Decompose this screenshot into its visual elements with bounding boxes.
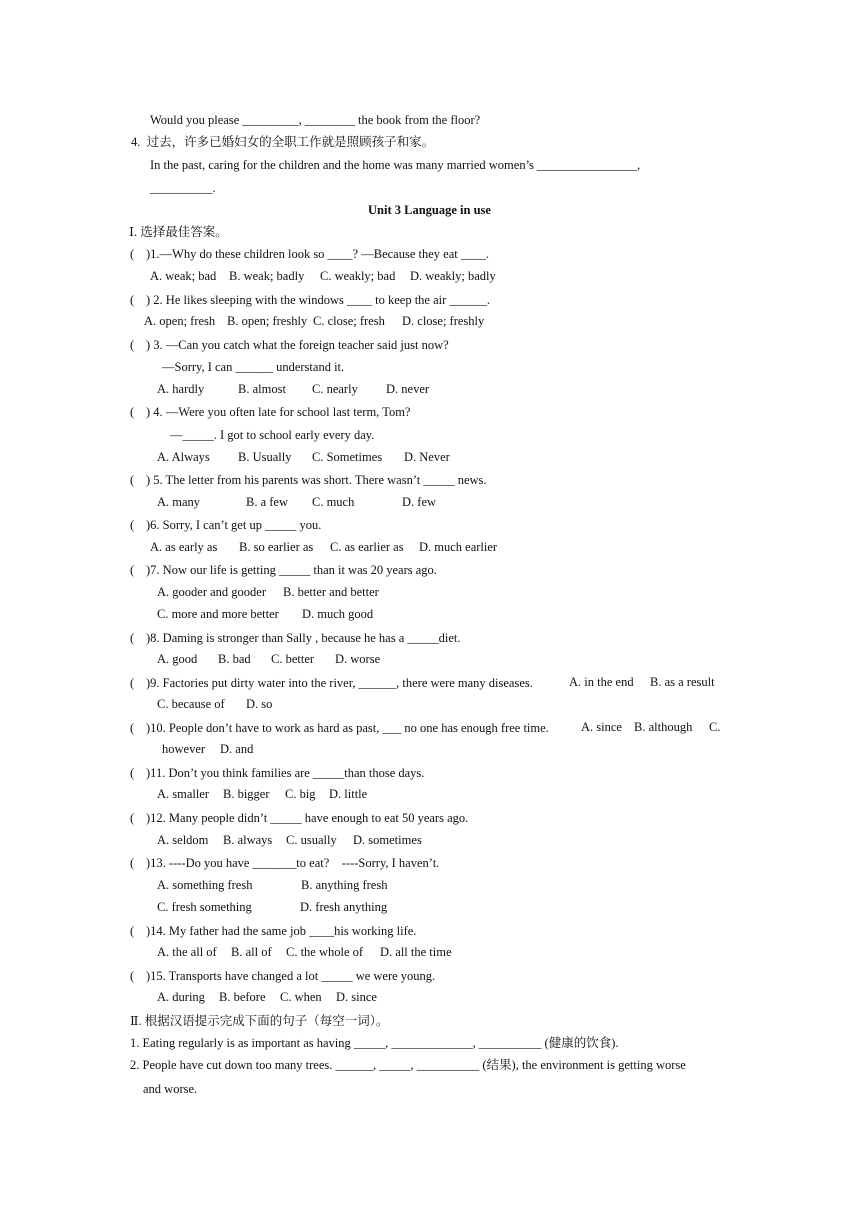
q11-option-b: B. bigger <box>223 787 270 801</box>
item4-english-line1: In the past, caring for the children and the home was many married women’s ________________, <box>150 158 641 172</box>
q1-option-b: B. weak; badly <box>229 269 305 283</box>
q5-option-b: B. a few <box>246 495 288 509</box>
item4-english-line2: __________. <box>150 181 216 195</box>
q15-answer-paren: ( <box>130 969 135 983</box>
q8-option-a: A. good <box>157 652 198 666</box>
q13-option-c: C. fresh something <box>157 900 252 914</box>
q14-answer-paren: ( <box>130 924 135 938</box>
q2-question: ) 2. He likes sleeping with the windows ____ to keep the air ______. <box>146 293 491 307</box>
q1-option-d: D. weakly; badly <box>410 269 496 283</box>
q6-option-d: D. much earlier <box>419 540 498 554</box>
q6-answer-paren: ( <box>130 518 135 532</box>
q10-option-b: B. although <box>634 720 693 734</box>
q9-option-d: D. so <box>246 697 273 711</box>
q12-question: )12. Many people didn’t _____ have enough to eat 50 years ago. <box>146 811 469 825</box>
q9-answer-paren: ( <box>130 676 135 690</box>
q7-option-a: A. gooder and gooder <box>157 585 266 599</box>
item4-chinese-prompt: 4. 过去，许多已婚妇女的全职工作就是照顾孩子和家。 <box>131 135 435 149</box>
q9-question: )9. Factories put dirty water into the river, ______, there were many diseases. <box>146 676 533 690</box>
q4-question: ) 4. —Were you often late for school last term, Tom? <box>146 405 411 419</box>
q4-option-c: C. Sometimes <box>312 450 383 464</box>
q11-option-a: A. smaller <box>157 787 210 801</box>
q6-option-c: C. as earlier as <box>330 540 404 554</box>
q1-question: )1.—Why do these children look so ____? —Because they eat ____. <box>146 247 489 261</box>
q9-option-c: C. because of <box>157 697 225 711</box>
q15-question: )15. Transports have changed a lot _____ we were young. <box>146 969 436 983</box>
q3-option-d: D. never <box>386 382 430 396</box>
q11-answer-paren: ( <box>130 766 135 780</box>
q7-option-b: B. better and better <box>283 585 379 599</box>
q9-option-a: A. in the end <box>569 675 634 689</box>
q5-option-c: C. much <box>312 495 355 509</box>
q5-option-a: A. many <box>157 495 201 509</box>
q1-option-a: A. weak; bad <box>150 269 217 283</box>
q12-option-a: A. seldom <box>157 833 209 847</box>
q2-answer-paren: ( <box>130 293 135 307</box>
q14-option-a: A. the all of <box>157 945 217 959</box>
unit-title: Unit 3 Language in use <box>368 203 491 217</box>
q12-option-c: C. usually <box>286 833 337 847</box>
q13-option-a: A. something fresh <box>157 878 253 892</box>
q6-option-b: B. so earlier as <box>239 540 314 554</box>
q15-option-b: B. before <box>219 990 266 1004</box>
q4-answer-paren: ( <box>130 405 135 419</box>
q8-answer-paren: ( <box>130 631 135 645</box>
q6-question: )6. Sorry, I can’t get up _____ you. <box>146 518 322 532</box>
q7-option-c: C. more and more better <box>157 607 279 621</box>
q15-option-a: A. during <box>157 990 205 1004</box>
q3-option-b: B. almost <box>238 382 286 396</box>
q13-option-d: D. fresh anything <box>300 900 388 914</box>
q8-question: )8. Daming is stronger than Sally , because he has a _____diet. <box>146 631 461 645</box>
q10-option-c-label: C. <box>709 720 721 734</box>
section2-sentence1: 1. Eating regularly is as important as having _____, _____________, __________ (健康的饮食). <box>130 1036 619 1050</box>
q15-option-d: D. since <box>336 990 377 1004</box>
q4-option-d: D. Never <box>404 450 450 464</box>
section2-sentence2: 2. People have cut down too many trees. ______, _____, __________ (结果), the environment is getting worse <box>130 1058 686 1072</box>
q1-option-c: C. weakly; bad <box>320 269 396 283</box>
q10-option-c-text: however <box>162 742 206 756</box>
q3-answer-paren: ( <box>130 338 135 352</box>
q9-option-b: B. as a result <box>650 675 715 689</box>
q12-option-d: D. sometimes <box>353 833 422 847</box>
q4-option-a: A. Always <box>157 450 210 464</box>
q3-question-line2: —Sorry, I can ______ understand it. <box>162 360 345 374</box>
q12-answer-paren: ( <box>130 811 135 825</box>
q10-answer-paren: ( <box>130 721 135 735</box>
q2-option-d: D. close; freshly <box>402 314 485 328</box>
q14-option-d: D. all the time <box>380 945 452 959</box>
q1-answer-paren: ( <box>130 247 135 261</box>
q6-option-a: A. as early as <box>150 540 218 554</box>
q10-question: )10. People don’t have to work as hard as past, ___ no one has enough free time. <box>146 721 549 735</box>
q8-option-b: B. bad <box>218 652 251 666</box>
q10-option-d: D. and <box>220 742 254 756</box>
section1-heading: Ⅰ. 选择最佳答案。 <box>129 225 228 239</box>
q11-question: )11. Don’t you think families are _____than those days. <box>146 766 425 780</box>
q4-question-line2: —_____. I got to school early every day. <box>170 428 375 442</box>
q14-question: )14. My father had the same job ____his working life. <box>146 924 417 938</box>
q11-option-c: C. big <box>285 787 316 801</box>
q10-option-a: A. since <box>581 720 622 734</box>
q7-option-d: D. much good <box>302 607 374 621</box>
q5-option-d: D. few <box>402 495 437 509</box>
item3-english-line: Would you please _________, ________ the book from the floor? <box>150 113 481 127</box>
q14-option-c: C. the whole of <box>286 945 364 959</box>
q3-question: ) 3. —Can you catch what the foreign teacher said just now? <box>146 338 449 352</box>
q15-option-c: C. when <box>280 990 322 1004</box>
q11-option-d: D. little <box>329 787 368 801</box>
section2-sentence2-cont: and worse. <box>143 1082 198 1096</box>
q13-option-b: B. anything fresh <box>301 878 388 892</box>
q3-option-a: A. hardly <box>157 382 205 396</box>
q5-answer-paren: ( <box>130 473 135 487</box>
q2-option-b: B. open; freshly <box>227 314 308 328</box>
q2-option-c: C. close; fresh <box>313 314 385 328</box>
section2-heading: Ⅱ. 根据汉语提示完成下面的句子（每空一词）。 <box>130 1014 389 1028</box>
q8-option-d: D. worse <box>335 652 381 666</box>
q5-question: ) 5. The letter from his parents was short. There wasn’t _____ news. <box>146 473 487 487</box>
q8-option-c: C. better <box>271 652 315 666</box>
q14-option-b: B. all of <box>231 945 272 959</box>
q7-question: )7. Now our life is getting _____ than it was 20 years ago. <box>146 563 437 577</box>
q4-option-b: B. Usually <box>238 450 292 464</box>
q7-answer-paren: ( <box>130 563 135 577</box>
q3-option-c: C. nearly <box>312 382 358 396</box>
q12-option-b: B. always <box>223 833 273 847</box>
q2-option-a: A. open; fresh <box>144 314 216 328</box>
q13-answer-paren: ( <box>130 856 135 870</box>
q13-question: )13. ----Do you have _______to eat? ----Sorry, I haven’t. <box>146 856 440 870</box>
